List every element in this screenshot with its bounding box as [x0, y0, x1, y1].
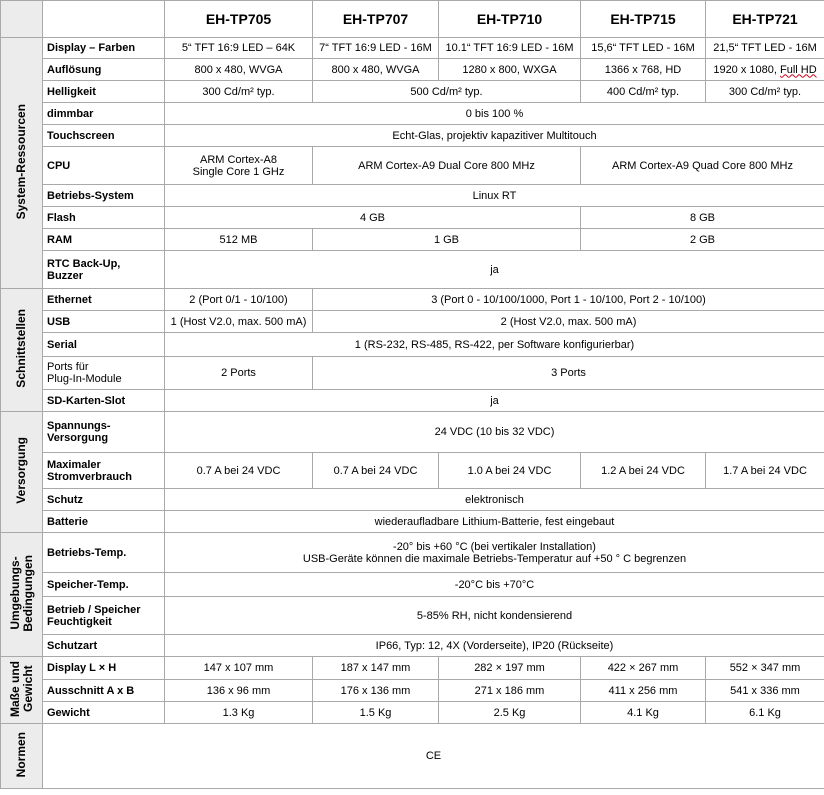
row-label: RTC Back-Up, Buzzer — [43, 251, 165, 289]
row-label: Gewicht — [43, 702, 165, 724]
row-label: Batterie — [43, 511, 165, 533]
cell: 4 GB — [165, 207, 581, 229]
cell: 136 x 96 mm — [165, 680, 313, 702]
cell: 176 x 136 mm — [313, 680, 439, 702]
table-row — [1, 251, 824, 289]
cell: -20°C bis +70°C — [165, 573, 824, 597]
cell: 7“ TFT 16:9 LED - 16M — [313, 38, 439, 59]
cell: ARM Cortex-A8 Single Core 1 GHz — [165, 147, 313, 185]
cell: 500 Cd/m² typ. — [313, 81, 581, 103]
cell: 1.0 A bei 24 VDC — [439, 453, 581, 489]
table-row — [1, 489, 824, 511]
table-row — [1, 597, 824, 635]
cell: 10.1“ TFT 16:9 LED - 16M — [439, 38, 581, 59]
cell: 2 GB — [581, 229, 824, 251]
cell: 300 Cd/m² typ. — [165, 81, 313, 103]
table-row — [1, 453, 824, 489]
row-label: Schutz — [43, 489, 165, 511]
table-row — [1, 103, 824, 125]
cell: elektronisch — [165, 489, 824, 511]
cell: 147 x 107 mm — [165, 657, 313, 680]
table-row — [1, 412, 824, 453]
row-label: Ethernet — [43, 289, 165, 311]
cell: 300 Cd/m² typ. — [706, 81, 824, 103]
cell: 1.2 A bei 24 VDC — [581, 453, 706, 489]
cell: 6.1 Kg — [706, 702, 824, 724]
model-header: EH-TP710 — [439, 1, 581, 38]
row-label: Betriebs-Temp. — [43, 533, 165, 573]
table-row — [1, 333, 824, 357]
cell: 422 × 267 mm — [581, 657, 706, 680]
cell: ja — [165, 390, 824, 412]
table-row — [1, 289, 824, 311]
cell: 187 x 147 mm — [313, 657, 439, 680]
table-row — [1, 724, 824, 789]
model-header: EH-TP705 — [165, 1, 313, 38]
row-label: Serial — [43, 333, 165, 357]
table-row — [1, 38, 824, 59]
cell: 8 GB — [581, 207, 824, 229]
row-label: Auflösung — [43, 59, 165, 81]
cell: 282 × 197 mm — [439, 657, 581, 680]
cell: 2 (Port 0/1 - 10/100) — [165, 289, 313, 311]
row-label: SD-Karten-Slot — [43, 390, 165, 412]
row-label: Ports für Plug-In-Module — [43, 357, 165, 390]
cell: 2 Ports — [165, 357, 313, 390]
cell: 2 (Host V2.0, max. 500 mA) — [313, 311, 824, 333]
cell: ARM Cortex-A9 Quad Core 800 MHz — [581, 147, 824, 185]
table-row — [1, 311, 824, 333]
cell: 1.5 Kg — [313, 702, 439, 724]
cell: 1 (Host V2.0, max. 500 mA) — [165, 311, 313, 333]
cell: 271 x 186 mm — [439, 680, 581, 702]
header-blank — [43, 1, 165, 38]
row-label: USB — [43, 311, 165, 333]
cell: 24 VDC (10 bis 32 VDC) — [165, 412, 824, 453]
model-header: EH-TP715 — [581, 1, 706, 38]
cell: 1 GB — [313, 229, 581, 251]
cell: Linux RT — [165, 185, 824, 207]
cell: 3 (Port 0 - 10/100/1000, Port 1 - 10/100, Port 2 - 10/100) — [313, 289, 824, 311]
group-power: Versorgung — [1, 412, 43, 533]
cell: 1 (RS-232, RS-485, RS-422, per Software konfigurierbar) — [165, 333, 824, 357]
cell: 1.3 Kg — [165, 702, 313, 724]
table-row — [1, 147, 824, 185]
row-label: Flash — [43, 207, 165, 229]
cell: 1280 x 800, WXGA — [439, 59, 581, 81]
row-label: Betriebs-System — [43, 185, 165, 207]
cell: 0.7 A bei 24 VDC — [165, 453, 313, 489]
row-label: Display – Farben — [43, 38, 165, 59]
cell: 3 Ports — [313, 357, 824, 390]
table-row — [1, 657, 824, 680]
group-dimensions: Maße und Gewicht — [1, 657, 43, 724]
row-label: Speicher-Temp. — [43, 573, 165, 597]
row-label: RAM — [43, 229, 165, 251]
full-hd-text: Full HD — [780, 63, 817, 76]
table-row — [1, 81, 824, 103]
row-label: Display L × H — [43, 657, 165, 680]
cell: IP66, Typ: 12, 4X (Vorderseite), IP20 (Rückseite) — [165, 635, 824, 657]
cell: 4.1 Kg — [581, 702, 706, 724]
cell: 800 x 480, WVGA — [313, 59, 439, 81]
table-row — [1, 533, 824, 573]
cell: 0 bis 100 % — [165, 103, 824, 125]
group-environment: Umgebungs- Bedingungen — [1, 533, 43, 657]
table-row — [1, 573, 824, 597]
cell: -20° bis +60 °C (bei vertikaler Installation) USB-Geräte können die maximale Betriebs-Temperatur auf +50 ° C begrenzen — [165, 533, 824, 573]
resolution-prefix: 1920 x 1080, — [713, 63, 780, 76]
cell: wiederaufladbare Lithium-Batterie, fest eingebaut — [165, 511, 824, 533]
table-row — [1, 635, 824, 657]
cell: Echt-Glas, projektiv kapazitiver Multitouch — [165, 125, 824, 147]
row-label: Ausschnitt A x B — [43, 680, 165, 702]
table-row — [1, 59, 824, 81]
row-label: Spannungs- Versorgung — [43, 412, 165, 453]
table-row — [1, 511, 824, 533]
model-header: EH-TP721 — [706, 1, 824, 38]
table-row — [1, 185, 824, 207]
cell — [706, 59, 824, 81]
cell: 2.5 Kg — [439, 702, 581, 724]
row-label: Maximaler Stromverbrauch — [43, 453, 165, 489]
table-row — [1, 207, 824, 229]
group-standards: Normen — [1, 724, 43, 789]
table-row — [1, 680, 824, 702]
row-label: Betrieb / Speicher Feuchtigkeit — [43, 597, 165, 635]
cell: 541 x 336 mm — [706, 680, 824, 702]
row-label: CPU — [43, 147, 165, 185]
group-system: System-Ressourcen — [1, 38, 43, 289]
cell: 1366 x 768, HD — [581, 59, 706, 81]
group-interfaces: Schnittstellen — [1, 289, 43, 412]
cell: CE — [43, 724, 824, 789]
cell: 800 x 480, WVGA — [165, 59, 313, 81]
cell: 512 MB — [165, 229, 313, 251]
cell: 21,5“ TFT LED - 16M — [706, 38, 824, 59]
header-corner — [1, 1, 43, 38]
cell: 400 Cd/m² typ. — [581, 81, 706, 103]
table-row — [1, 702, 824, 724]
table-row — [1, 390, 824, 412]
row-label: Helligkeit — [43, 81, 165, 103]
cell: 411 x 256 mm — [581, 680, 706, 702]
cell: 15,6“ TFT LED - 16M — [581, 38, 706, 59]
cell: 1.7 A bei 24 VDC — [706, 453, 824, 489]
model-header: EH-TP707 — [313, 1, 439, 38]
cell: 5-85% RH, nicht kondensierend — [165, 597, 824, 635]
cell: 0.7 A bei 24 VDC — [313, 453, 439, 489]
table-row — [1, 125, 824, 147]
header-row — [1, 1, 824, 38]
row-label: Touchscreen — [43, 125, 165, 147]
table-row — [1, 229, 824, 251]
table-row — [1, 357, 824, 390]
cell: ARM Cortex-A9 Dual Core 800 MHz — [313, 147, 581, 185]
cell: 552 × 347 mm — [706, 657, 824, 680]
cell: ja — [165, 251, 824, 289]
row-label: dimmbar — [43, 103, 165, 125]
cell: 5“ TFT 16:9 LED – 64K — [165, 38, 313, 59]
row-label: Schutzart — [43, 635, 165, 657]
